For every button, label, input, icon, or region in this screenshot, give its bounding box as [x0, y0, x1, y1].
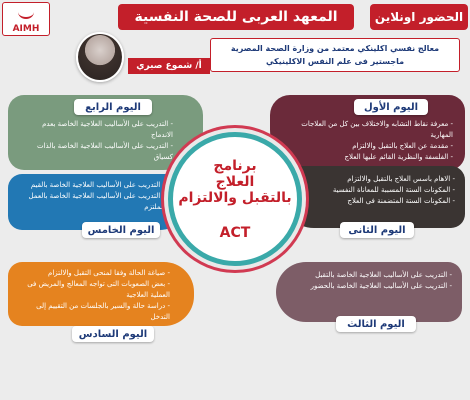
list-item: - مقدمة عن العلاج بالتقبل والالتزام [300, 141, 453, 152]
list-item: - التدريب على الأساليب العلاجية الخاصة بعدم الاندماج [20, 119, 173, 141]
program-title-line: العلاج [215, 174, 255, 190]
list-item: - الفلسفة والنظرية القائم عليها العلاج [300, 152, 453, 163]
credential-line: ماجستير فى علم النفس الاكلينيكي [265, 57, 405, 66]
day-card-3 [276, 262, 462, 322]
program-title-line: بالتقبل والالتزام [178, 190, 292, 206]
day-label-4: اليوم الرابع [74, 99, 152, 115]
logo-mark-icon [18, 5, 34, 19]
list-item: - التدريب على الأساليب العلاجية الخاصة بالقيم [18, 180, 165, 191]
presenter-credentials [210, 38, 460, 72]
credential-line: معالج نفسي اكلينكي معتمد من وزارة الصحة المصرية [230, 44, 440, 53]
day-label-6: اليوم السادس [72, 326, 154, 342]
day-label-5: اليوم الخامس [82, 222, 160, 238]
day-label-3: اليوم الثالث [336, 316, 416, 332]
list-item: - صياغة الحالة وفقا لمنحى التقبل والالتزام [18, 268, 170, 279]
online-attendance-badge: الحضور اونلاين [370, 4, 468, 30]
presenter-avatar [76, 32, 124, 82]
institute-title-banner: المعهد العربى للصحة النفسية [118, 4, 354, 30]
logo-text: AIMH [12, 24, 40, 34]
presenter-name: أ/ شموع صبري [128, 58, 210, 74]
list-item: - التدريب على الأساليب العلاجية الخاصة بالعمل الملتزم [18, 191, 165, 213]
day-card-6 [8, 262, 194, 326]
list-item: - المكونات الستة المسببة للمعاناة النفسية [308, 185, 455, 196]
list-item: - بعض الصعوبات التى تواجه المعالج والمريض فى العملية العلاجية [18, 279, 170, 301]
program-title-line: برنامج [213, 158, 257, 174]
list-item: - معرفة نقاط التشابه والاختلاف بين كل من العلاجات المهارية [300, 119, 453, 141]
list-item: - التدريب على الأساليب العلاجية الخاصة بالحضور [300, 281, 452, 292]
program-acronym: ACT [219, 225, 251, 241]
list-item: - التدريب على الأساليب العلاجية الخاصة بالتقبل [300, 270, 452, 281]
day-label-2: اليوم الثانى [340, 222, 414, 238]
list-item: - الاهام باسس العلاج بالتقبل والالتزام [308, 174, 455, 185]
list-item: - التدريب على الأساليب العلاجية الخاصة بالذات كسياق [20, 141, 173, 163]
list-item: - المكونات الستة المتضمنة فى العلاج [308, 196, 455, 207]
day-label-1: اليوم الأول [354, 99, 428, 115]
institute-logo [2, 2, 50, 36]
day-card-2 [280, 166, 465, 228]
program-title [168, 158, 302, 206]
list-item: - دراسة حالة والسير بالجلسات من التقييم إلى التدخل [18, 301, 170, 323]
